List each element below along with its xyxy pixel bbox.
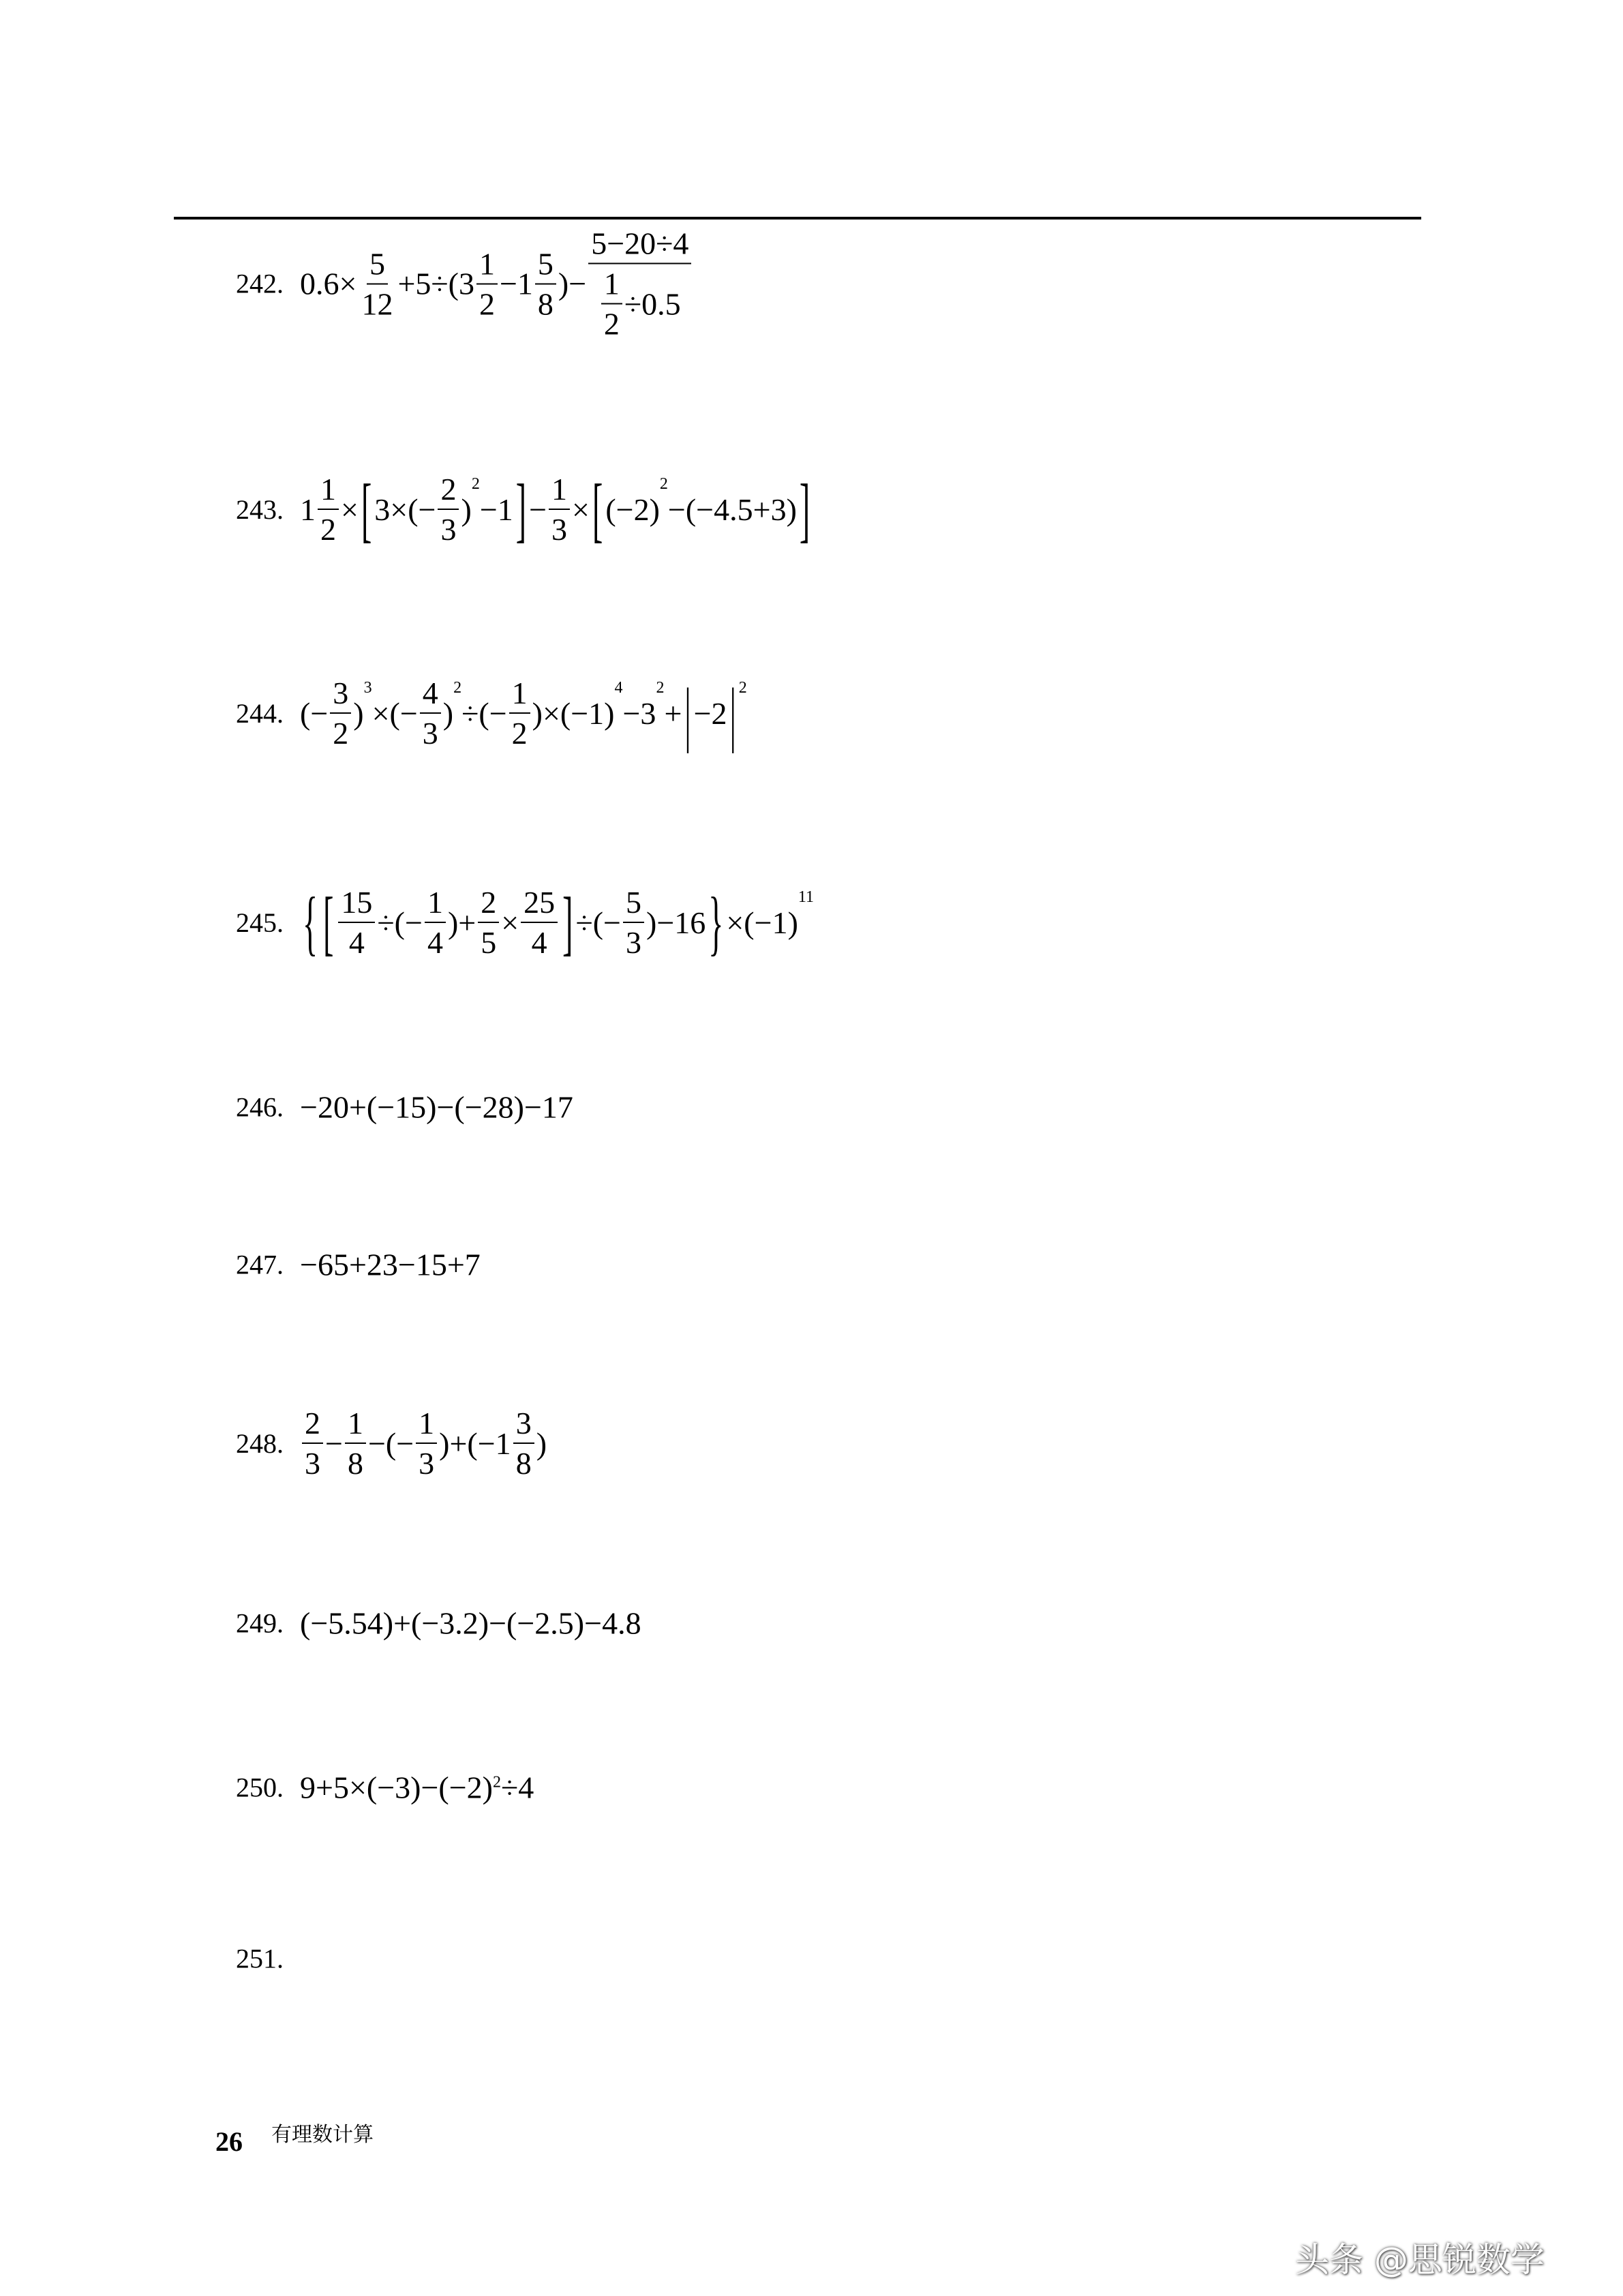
problem-item: [236, 1770, 534, 1806]
fraction: [438, 471, 459, 547]
math-text: −: [529, 492, 547, 527]
math-text: ): [461, 492, 472, 527]
problem-item: [236, 1089, 573, 1126]
problem-number: 245.: [236, 907, 284, 938]
large-bracket: ]: [515, 469, 527, 549]
math-text: 2: [603, 306, 620, 342]
math-text: 4: [427, 925, 443, 960]
denominator: [420, 714, 441, 751]
math-text: 25: [524, 885, 556, 920]
exponent: 4: [614, 679, 623, 697]
math-text: 2: [333, 716, 349, 751]
problem-number: 244.: [236, 697, 284, 729]
fraction: [425, 884, 446, 961]
fraction: [416, 1405, 437, 1481]
numerator: [416, 1405, 437, 1444]
math-text: 2: [320, 512, 336, 547]
large-bracket: {: [303, 882, 318, 963]
fraction: [588, 226, 691, 342]
math-text: +: [664, 695, 682, 731]
numerator: [509, 675, 530, 714]
numerator: [623, 884, 644, 923]
fraction: [345, 1405, 366, 1481]
denominator: [476, 284, 498, 322]
math-text: )+: [447, 905, 476, 940]
math-text: 3: [305, 1446, 320, 1481]
watermark: 头条 @思锐数学: [1295, 2240, 1545, 2280]
problem-item: [236, 1405, 547, 1481]
numerator: [601, 266, 622, 305]
math-text: 4: [531, 925, 547, 960]
problem-expression: [300, 471, 813, 547]
fraction: [302, 1405, 323, 1481]
math-text: 4: [348, 925, 365, 960]
large-bracket: [: [323, 882, 334, 963]
numerator: [535, 245, 556, 284]
problem-number: 243.: [236, 494, 284, 525]
numerator: [338, 884, 375, 923]
exponent: 2: [656, 679, 665, 697]
math-text: 3: [515, 1406, 532, 1440]
math-text: 3×(−: [374, 492, 436, 527]
problem-item: [236, 1247, 481, 1283]
math-text: ×(−: [371, 695, 418, 731]
problem-item: [236, 226, 693, 342]
math-text: 3: [551, 512, 568, 547]
math-text: ÷(−: [461, 695, 507, 731]
math-text: 3: [333, 676, 349, 710]
numerator: [476, 245, 498, 284]
problem-item: [236, 1605, 641, 1642]
math-text: 15: [341, 885, 373, 920]
math-text: (−5.54)+(−3.2)−(−2.5)−4.8: [300, 1605, 641, 1641]
exponent: 11: [798, 888, 814, 906]
math-text: 5: [537, 246, 553, 281]
math-text: 0.6×: [300, 266, 357, 301]
fraction: [509, 675, 530, 751]
fraction: [521, 884, 558, 961]
exponent: 2: [659, 475, 668, 493]
math-text: ×: [501, 905, 519, 940]
math-text: −3: [622, 695, 656, 731]
fraction: [623, 884, 644, 961]
large-bracket: ]: [562, 882, 573, 963]
denominator: [345, 1444, 366, 1481]
math-text: 1: [603, 266, 620, 301]
math-text: 8: [537, 286, 553, 321]
denominator: [330, 714, 351, 751]
math-text: 5: [626, 885, 641, 920]
denominator: [478, 923, 499, 961]
exponent: 3: [363, 679, 372, 697]
math-text: 8: [347, 1446, 363, 1481]
problem-number: 250.: [236, 1772, 284, 1803]
large-bracket: [: [361, 469, 372, 549]
problem-expression: [300, 884, 814, 961]
math-text: )+(−1: [439, 1425, 511, 1461]
denominator: [535, 284, 556, 322]
denominator: [302, 1444, 323, 1481]
problem-expression: [300, 1405, 547, 1481]
math-text: )−: [558, 266, 587, 301]
problem-number: 251.: [236, 1943, 284, 1974]
math-text: −: [325, 1425, 343, 1461]
math-text: )×(−1): [532, 695, 615, 731]
fraction: [535, 245, 556, 322]
math-text: 5: [481, 925, 497, 960]
problem-expression: [300, 1605, 641, 1642]
math-text: 3: [419, 1446, 435, 1481]
numerator: [478, 884, 499, 923]
math-text: 1: [300, 492, 316, 527]
numerator: [549, 471, 570, 510]
exponent: 2: [471, 475, 480, 493]
problem-item: [236, 675, 747, 751]
math-text: (−: [300, 695, 329, 731]
math-text: ): [442, 695, 454, 731]
problem-number: 247.: [236, 1249, 284, 1280]
fraction: [359, 245, 395, 322]
math-text: 12: [361, 286, 393, 321]
fraction: [338, 884, 375, 961]
denominator: [509, 714, 530, 751]
denominator: [359, 284, 395, 322]
math-text: 2: [481, 885, 497, 920]
math-text: 2: [440, 472, 457, 507]
numerator: [425, 884, 446, 923]
problem-expression: [300, 675, 747, 751]
problem-number: 242.: [236, 268, 284, 299]
large-bracket: ]: [799, 469, 810, 549]
math-text: 3: [440, 512, 457, 547]
math-text: ÷(−: [575, 905, 621, 940]
denominator: [346, 923, 367, 961]
numerator: [521, 884, 558, 923]
math-text: (−2): [605, 492, 660, 527]
math-text: −(−: [367, 1425, 414, 1461]
math-text: 2: [479, 286, 495, 321]
math-text: ): [536, 1425, 547, 1461]
numerator: [420, 675, 441, 714]
math-text: −65+23−15+7: [300, 1247, 481, 1282]
numerator: [330, 675, 351, 714]
math-text: ÷(−: [377, 905, 423, 940]
fraction: [330, 675, 351, 751]
problem-item: [236, 471, 813, 547]
math-text: ×: [341, 492, 359, 527]
math-text: ): [353, 695, 364, 731]
numerator: [588, 226, 691, 265]
math-text: 3: [626, 925, 641, 960]
large-bracket: |: [684, 673, 691, 753]
math-text: 1: [419, 1406, 435, 1440]
math-text: )−16: [646, 905, 706, 940]
large-bracket: |: [729, 673, 736, 753]
math-text: 8: [515, 1446, 532, 1481]
math-text: 4: [422, 676, 438, 710]
math-text: −1: [479, 492, 513, 527]
numerator: [513, 1405, 534, 1444]
math-text: 5: [369, 246, 385, 281]
denominator: [623, 923, 644, 961]
problem-expression: [300, 1247, 481, 1283]
math-text: ÷4: [501, 1770, 534, 1805]
problem-expression: [300, 1770, 534, 1806]
math-text: +5÷(3: [397, 266, 474, 301]
problem-item: [236, 1943, 300, 1975]
math-text: 2: [305, 1406, 320, 1440]
large-bracket: [: [592, 469, 603, 549]
denominator: [601, 305, 622, 342]
denominator: [596, 265, 684, 342]
problem-number: 246.: [236, 1091, 284, 1123]
math-text: 2: [511, 716, 528, 751]
numerator: [367, 245, 388, 284]
exponent: 2: [738, 679, 747, 697]
header-rule: [174, 217, 1421, 220]
math-text: −2: [693, 695, 727, 731]
fraction: [513, 1405, 534, 1481]
denominator: [425, 923, 446, 961]
problem-number: 249.: [236, 1607, 284, 1639]
math-text: 1: [479, 246, 495, 281]
problem-number: 248.: [236, 1428, 284, 1459]
fraction: [318, 471, 339, 547]
math-text: 1: [347, 1406, 363, 1440]
math-text: −20+(−15)−(−28)−17: [300, 1089, 573, 1125]
denominator: [513, 1444, 534, 1481]
math-text: 9+5×(−3)−(−2): [300, 1770, 493, 1805]
fraction: [476, 245, 498, 322]
numerator: [438, 471, 459, 510]
math-text: ×(−1): [726, 905, 798, 940]
fraction: [420, 675, 441, 751]
numerator: [302, 1405, 323, 1444]
math-text: 1: [511, 676, 528, 710]
math-text: ÷0.5: [624, 286, 681, 321]
math-text: 1: [320, 472, 336, 507]
denominator: [529, 923, 550, 961]
denominator: [318, 510, 339, 547]
numerator: [318, 471, 339, 510]
math-text: 1: [551, 472, 568, 507]
problem-expression: [300, 226, 693, 342]
denominator: [549, 510, 570, 547]
problem-item: [236, 884, 814, 961]
math-text: 1: [427, 885, 443, 920]
math-text: ×: [572, 492, 590, 527]
exponent: 2: [453, 679, 462, 697]
exponent: 2: [493, 1773, 501, 1792]
fraction: [549, 471, 570, 547]
denominator: [438, 510, 459, 547]
fraction: [478, 884, 499, 961]
numerator: [345, 1405, 366, 1444]
large-bracket: }: [708, 882, 724, 963]
page-number: 26: [215, 2126, 243, 2157]
section-title: 有理数计算: [271, 2123, 374, 2147]
fraction: [601, 266, 622, 342]
math-text: 5−20÷4: [591, 226, 689, 261]
math-text: −1: [499, 266, 533, 301]
math-text: −(−4.5+3): [667, 492, 797, 527]
math-text: 3: [422, 716, 438, 751]
denominator: [416, 1444, 437, 1481]
problem-expression: [300, 1089, 573, 1126]
